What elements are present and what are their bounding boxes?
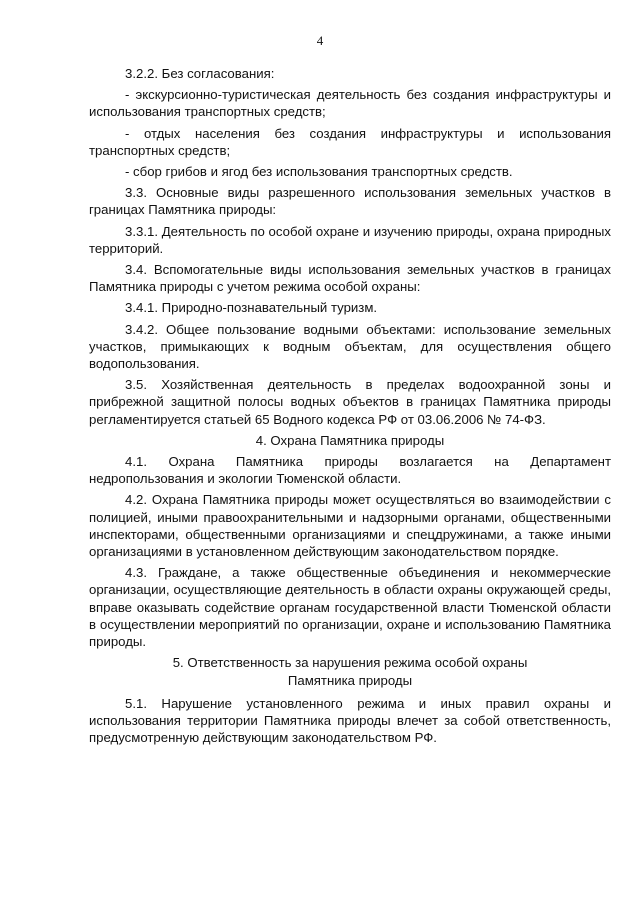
paragraph-4-1: 4.1. Охрана Памятника природы возлагается на Департамент недропользования и экологии Тюменской области. — [89, 454, 611, 487]
paragraph-5-1: 5.1. Нарушение установленного режима и иных правил охраны и использования территории Памятника природы влечет за собой ответственность, предусмотренную действующим законодательством РФ. — [89, 695, 611, 746]
page-number: 4 — [316, 33, 324, 48]
paragraph-3-4-1: 3.4.1. Природно-познавательный туризм. — [125, 300, 378, 316]
section-5-heading — [89, 654, 611, 688]
list-item-recreation: - отдых населения без создания инфраструктуры и использования транспортных средств; — [89, 125, 611, 158]
list-item-mushrooms: - сбор грибов и ягод без использования транспортных средств. — [125, 164, 513, 180]
paragraph-3-5: 3.5. Хозяйственная деятельность в пределах водоохранной зоны и прибрежной защитной полосы водных объектов в границах Памятника природы регламентируется статьей 65 Водного кодекса РФ от 03.06.2006 № 74-ФЗ. — [89, 377, 611, 427]
section-5-heading-line1: 5. Ответственность за нарушения режима особой охраны — [172, 655, 528, 671]
paragraph-3-2-2: 3.2.2. Без согласования: — [125, 66, 275, 81]
paragraph-3-4: 3.4. Вспомогательные виды использования земельных участков в границах Памятника природы с учетом режима особой охраны: — [89, 262, 611, 295]
document-body — [89, 65, 611, 750]
paragraph-3-3: 3.3. Основные виды разрешенного использования земельных участков в границах Памятника природы: — [89, 185, 611, 218]
paragraph-3-4-2: 3.4.2. Общее пользование водными объектами: использование земельных участков, примыкающих к водным объектам, для осуществления общего водопользования. — [89, 321, 611, 372]
section-5-heading-line2: Памятника природы — [287, 672, 413, 688]
paragraph-4-3: 4.3. Граждане, а также общественные объединения и некоммерческие организации, осуществляющие деятельность в области охраны окружающей среды, вправе оказывать содействие органам государственной власти Тюменской области в осуществлении мероприятий по организации, охране и использованию Памятника природы. — [89, 565, 611, 650]
paragraph-4-2: 4.2. Охрана Памятника природы может осуществляться во взаимодействии с полицией, иными правоохранительными и надзорными органами, общественными инспекторами, общественными организациями и спецдружинами, а также иными организациями в установленном действующим законодательством порядке. — [89, 492, 611, 560]
section-4-heading: 4. Охрана Памятника природы — [255, 432, 445, 448]
list-item-excursion: - экскурсионно-туристическая деятельность без создания инфраструктуры и использования транспортных средств; — [89, 87, 611, 120]
paragraph-3-3-1: 3.3.1. Деятельность по особой охране и изучению природы, охрана природных территорий. — [89, 223, 611, 256]
